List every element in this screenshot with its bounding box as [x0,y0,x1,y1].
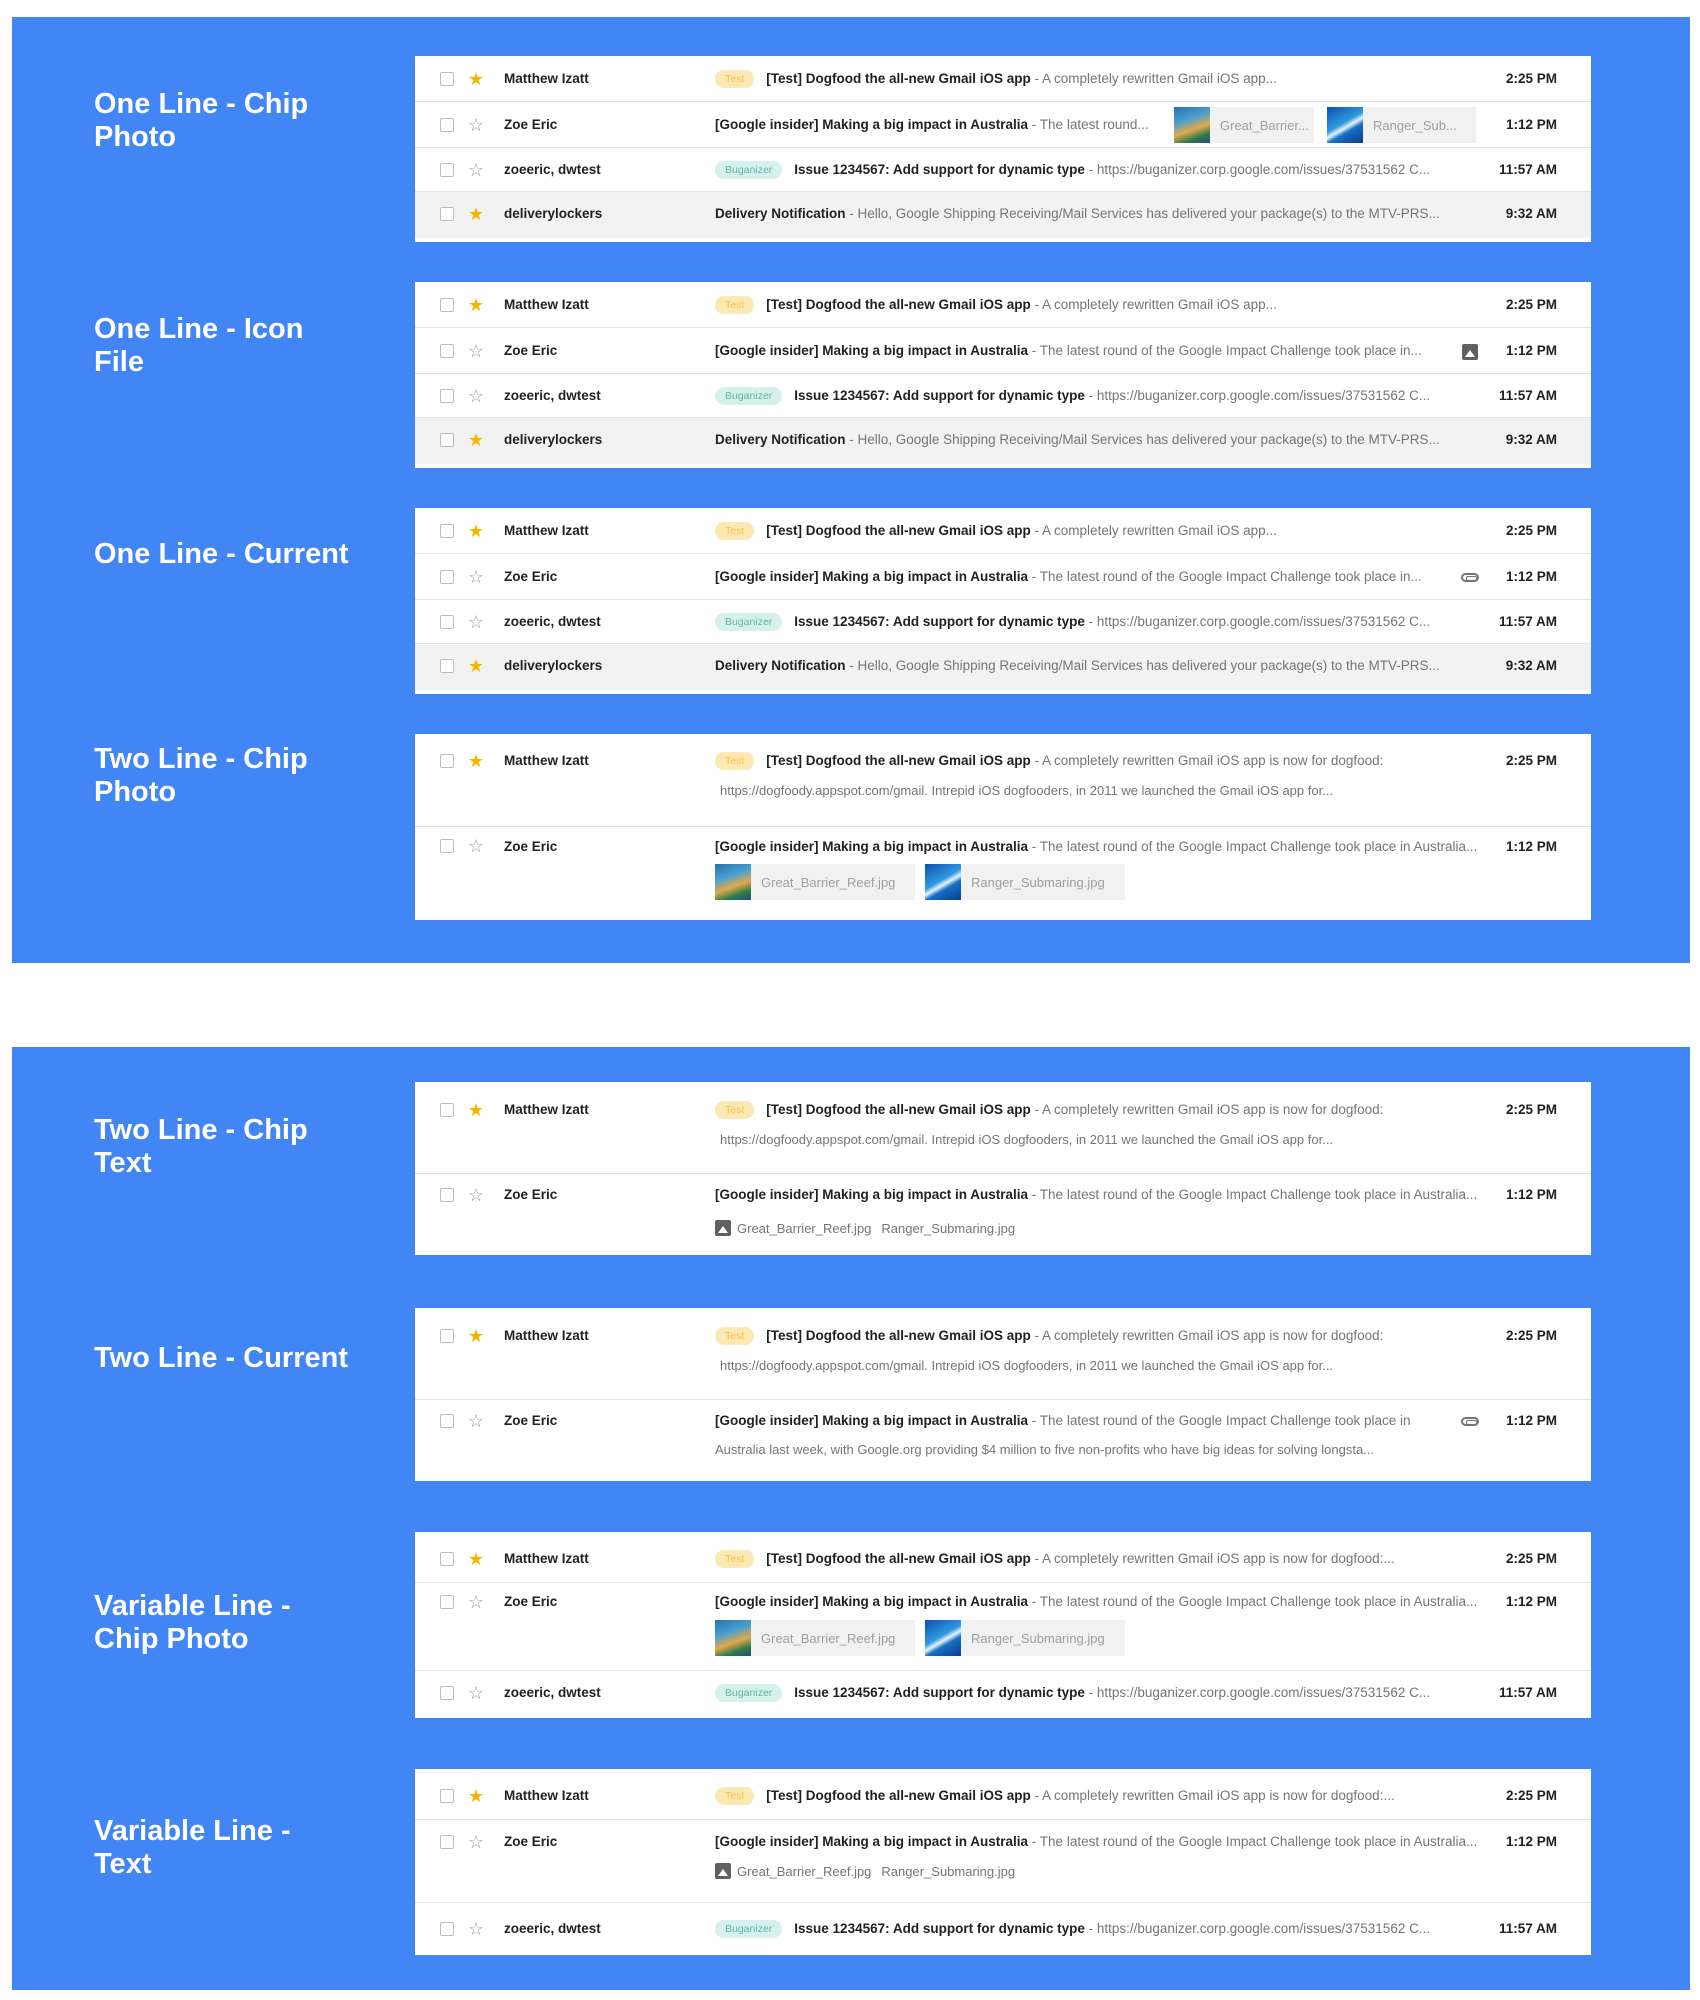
snippet-line-2: Australia last week, with Google.org providing $4 million to five non-profits who have big ideas for solving longsta... [715,1442,1375,1457]
subject: [Google insider] Making a big impact in Australia [715,343,1029,358]
snippet: - The latest round of the Google Impact Challenge took place in... [1028,343,1422,358]
sender: Zoe Eric [504,839,558,854]
email-row-zoe[interactable] [415,827,1591,920]
email-list [415,734,1591,920]
select-checkbox[interactable] [440,754,454,768]
email-row-matthew[interactable] [415,1082,1591,1174]
star-outline-icon[interactable]: ☆ [467,160,485,180]
label-chip-test[interactable]: Test [715,752,754,770]
sender: zoeeric, dwtest [504,614,601,629]
section-title: One Line - Current [94,538,349,570]
select-checkbox[interactable] [440,433,454,447]
label-chip-test[interactable]: Test [715,1101,754,1119]
time: 1:12 PM [1505,569,1557,584]
snippet: - The latest round of the Google Impact Challenge took place in Australia... [1028,1594,1478,1609]
email-row-zoe[interactable] [415,554,1591,600]
board-bottom [12,1047,1690,1990]
section-title: Two Line - Current [94,1342,349,1374]
select-checkbox[interactable] [440,389,454,403]
star-filled-icon[interactable]: ★ [467,1786,485,1806]
attachment-name: Great_Barrier_Reef.jpg [761,874,896,890]
subject-line [715,568,1435,586]
time: 1:12 PM [1505,1834,1557,1849]
attachment-chip-sub[interactable] [925,864,1125,900]
sender: deliverylockers [504,658,603,673]
select-checkbox[interactable] [440,1188,454,1202]
star-outline-icon[interactable]: ☆ [467,567,485,587]
star-outline-icon[interactable]: ☆ [467,341,485,361]
sender: Matthew Izatt [504,1328,589,1343]
sender: Zoe Eric [504,117,558,132]
snippet: - https://buganizer.corp.google.com/issues/37531562 C... [1084,388,1431,403]
subject-line [715,1186,1485,1204]
select-checkbox[interactable] [440,659,454,673]
email-row-matthew[interactable] [415,282,1591,328]
sender: Matthew Izatt [504,1788,589,1803]
section-title: Variable Line - Chip Photo [94,1590,291,1655]
attachment-file-reef[interactable]: Great_Barrier_Reef.jpg [737,1221,872,1236]
sender: Matthew Izatt [504,297,589,312]
select-checkbox[interactable] [440,1329,454,1343]
subject: [Test] Dogfood the all-new Gmail iOS app [766,1102,1031,1117]
time: 2:25 PM [1505,1788,1557,1803]
star-outline-icon[interactable]: ☆ [467,1832,485,1852]
time: 2:25 PM [1505,1551,1557,1566]
label-chip-test[interactable]: Test [715,296,754,314]
subject-line [715,1412,1435,1430]
snippet: - A completely rewritten Gmail iOS app is now for dogfood:... [1030,1551,1395,1566]
attachment-name: Great_Barrier_Reef.jpg [761,1630,896,1646]
subject-line [715,1593,1485,1611]
sender: Zoe Eric [504,1594,558,1609]
star-outline-icon[interactable]: ☆ [467,1919,485,1939]
subject: [Test] Dogfood the all-new Gmail iOS app [766,1328,1031,1343]
sender: Zoe Eric [504,1834,558,1849]
snippet: - The latest round of the Google Impact Challenge took place in Australia... [1028,1187,1478,1202]
select-checkbox[interactable] [440,163,454,177]
subject-line [715,342,1435,360]
sender: Zoe Eric [504,1413,558,1428]
subject: [Google insider] Making a big impact in Australia [715,1594,1029,1609]
select-checkbox[interactable] [440,1835,454,1849]
subject-line [715,1550,1485,1568]
select-checkbox[interactable] [440,1686,454,1700]
snippet: - A completely rewritten Gmail iOS app is now for dogfood: [1030,1102,1384,1117]
time: 2:25 PM [1505,1328,1557,1343]
star-filled-icon[interactable]: ★ [467,69,485,89]
email-row-matthew[interactable] [415,1308,1591,1400]
email-row-matthew[interactable] [415,508,1591,554]
time: 2:25 PM [1505,71,1557,86]
star-outline-icon[interactable]: ☆ [467,836,485,856]
select-checkbox[interactable] [440,118,454,132]
subject: Delivery Notification [715,206,846,221]
subject: Issue 1234567: Add support for dynamic type [794,1685,1085,1700]
subject: [Google insider] Making a big impact in Australia [715,569,1029,584]
select-checkbox[interactable] [440,72,454,86]
label-chip-buganizer[interactable]: Buganizer [715,387,782,405]
subject-line [715,1787,1485,1805]
time: 1:12 PM [1505,1413,1557,1428]
time: 11:57 AM [1498,162,1557,177]
snippet-line-2: https://dogfoody.appspot.com/gmail. Intrepid iOS dogfooders, in 2011 we launched the Gmail iOS app for... [720,1358,1334,1373]
email-row-delivery[interactable] [415,644,1591,690]
subject-line [715,1327,1485,1345]
sender: zoeeric, dwtest [504,162,601,177]
subject-line [715,387,1485,405]
attachment-chip-reef[interactable] [715,1620,915,1656]
subject: [Test] Dogfood the all-new Gmail iOS app [766,523,1031,538]
star-filled-icon[interactable]: ★ [467,521,485,541]
subject-line [715,657,1485,675]
sender: deliverylockers [504,206,603,221]
subject-line [715,613,1485,631]
snippet: - A completely rewritten Gmail iOS app... [1030,297,1277,312]
subject: [Google insider] Making a big impact in Australia [715,117,1029,132]
board-top [12,17,1690,963]
sender: Zoe Eric [504,1187,558,1202]
select-checkbox[interactable] [440,344,454,358]
subject: [Google insider] Making a big impact in Australia [715,839,1029,854]
sender: Matthew Izatt [504,523,589,538]
time: 1:12 PM [1505,839,1557,854]
email-row-zoeeric[interactable] [415,1671,1591,1718]
time: 1:12 PM [1505,1187,1557,1202]
attachment-name: Ranger_Submaring.jpg [971,874,1105,890]
sender: zoeeric, dwtest [504,1921,601,1936]
section-title: One Line - Chip Photo [94,88,309,153]
select-checkbox[interactable] [440,1552,454,1566]
subject: Issue 1234567: Add support for dynamic type [794,614,1085,629]
attachment-chip-sub[interactable] [1327,107,1476,143]
star-outline-icon[interactable]: ☆ [467,1683,485,1703]
sender: deliverylockers [504,432,603,447]
email-row-zoeeric[interactable] [415,1903,1591,1955]
star-outline-icon[interactable]: ☆ [467,115,485,135]
snippet: - Hello, Google Shipping Receiving/Mail Services has delivered your package(s) to the MTV-PRS... [845,658,1440,673]
subject: Issue 1234567: Add support for dynamic type [794,1921,1085,1936]
time: 9:32 AM [1505,658,1557,673]
email-row-zoe[interactable] [415,1820,1591,1903]
snippet-line-2: https://dogfoody.appspot.com/gmail. Intrepid iOS dogfooders, in 2011 we launched the Gmail iOS app for... [720,1132,1334,1147]
subject-line [715,1833,1485,1851]
star-filled-icon[interactable]: ★ [467,1326,485,1346]
subject-line [715,1684,1485,1702]
snippet: - https://buganizer.corp.google.com/issues/37531562 C... [1084,614,1431,629]
section-title: Variable Line - Text [94,1815,291,1880]
time: 11:57 AM [1498,1685,1557,1700]
sender: Zoe Eric [504,343,558,358]
star-filled-icon[interactable]: ★ [467,430,485,450]
email-row-matthew[interactable] [415,1769,1591,1820]
label-chip-test[interactable]: Test [715,1327,754,1345]
email-row-matthew[interactable] [415,56,1591,102]
select-checkbox[interactable] [440,1103,454,1117]
subject-line [715,70,1485,88]
snippet: - The latest round of the Google Impact Challenge took place in... [1028,569,1422,584]
submarine-thumbnail [1327,107,1363,143]
select-checkbox[interactable] [440,1414,454,1428]
snippet: - A completely rewritten Gmail iOS app... [1030,523,1277,538]
attachment-text-list [715,1863,1015,1881]
select-checkbox[interactable] [440,298,454,312]
subject: [Google insider] Making a big impact in Australia [715,1413,1029,1428]
label-chip-test[interactable]: Test [715,70,754,88]
subject-line [715,838,1485,856]
subject: Delivery Notification [715,658,846,673]
attachment-file-sub[interactable]: Ranger_Submaring.jpg [881,1221,1016,1236]
email-row-zoeeric[interactable] [415,374,1591,418]
subject-line [715,752,1485,770]
subject: [Test] Dogfood the all-new Gmail iOS app [766,753,1031,768]
label-chip-buganizer[interactable]: Buganizer [715,613,782,631]
email-row-zoeeric[interactable] [415,600,1591,644]
email-list [415,1308,1591,1481]
time: 2:25 PM [1505,523,1557,538]
select-checkbox[interactable] [440,207,454,221]
email-row-delivery[interactable] [415,192,1591,238]
email-row-zoe[interactable] [415,1174,1591,1255]
label-chip-test[interactable]: Test [715,522,754,540]
email-list [415,282,1591,468]
reef-thumbnail [1174,107,1210,143]
attachment-text-list [715,1220,1015,1238]
snippet: - The latest round... [1028,117,1149,132]
email-row-matthew[interactable] [415,734,1591,827]
star-outline-icon[interactable]: ☆ [467,1185,485,1205]
submarine-thumbnail [925,1620,961,1656]
subject: Issue 1234567: Add support for dynamic type [794,388,1085,403]
image-file-icon [715,1863,731,1879]
reef-thumbnail [715,1620,751,1656]
email-row-zoeeric[interactable] [415,148,1591,192]
subject-line [715,522,1485,540]
email-row-zoe[interactable] [415,1583,1591,1671]
star-filled-icon[interactable]: ★ [467,295,485,315]
sender: Matthew Izatt [504,71,589,86]
submarine-thumbnail [925,864,961,900]
star-filled-icon[interactable]: ★ [467,656,485,676]
star-outline-icon[interactable]: ☆ [467,386,485,406]
star-filled-icon[interactable]: ★ [467,204,485,224]
star-filled-icon[interactable]: ★ [467,1549,485,1569]
attachment-chip-reef[interactable] [1174,107,1314,143]
time: 1:12 PM [1505,1594,1557,1609]
subject-line [715,161,1485,179]
attachment-file-sub[interactable]: Ranger_Submaring.jpg [881,1864,1016,1879]
subject-line [715,431,1485,449]
time: 11:57 AM [1498,388,1557,403]
time: 2:25 PM [1505,753,1557,768]
time: 9:32 AM [1505,206,1557,221]
email-list [415,1532,1591,1718]
label-chip-buganizer[interactable]: Buganizer [715,161,782,179]
sender: Matthew Izatt [504,1551,589,1566]
subject: Issue 1234567: Add support for dynamic type [794,162,1085,177]
select-checkbox[interactable] [440,615,454,629]
subject: [Test] Dogfood the all-new Gmail iOS app [766,1788,1031,1803]
section-title: One Line - Icon File [94,313,304,378]
email-list [415,1082,1591,1255]
snippet: - A completely rewritten Gmail iOS app is now for dogfood:... [1030,1788,1395,1803]
star-outline-icon[interactable]: ☆ [467,612,485,632]
attachment-file-reef[interactable]: Great_Barrier_Reef.jpg [737,1864,872,1879]
select-checkbox[interactable] [440,1789,454,1803]
attachment-chip-sub[interactable] [925,1620,1125,1656]
email-row-delivery[interactable] [415,418,1591,464]
subject: [Google insider] Making a big impact in Australia [715,1187,1029,1202]
label-chip-buganizer[interactable]: Buganizer [715,1920,782,1938]
email-list [415,508,1591,694]
subject-line [715,116,1155,134]
subject: [Test] Dogfood the all-new Gmail iOS app [766,71,1031,86]
section-title: Two Line - Chip Photo [94,743,308,808]
star-outline-icon[interactable]: ☆ [467,1411,485,1431]
time: 11:57 AM [1498,614,1557,629]
star-filled-icon[interactable]: ★ [467,751,485,771]
snippet: - https://buganizer.corp.google.com/issues/37531562 C... [1084,162,1431,177]
snippet: - A completely rewritten Gmail iOS app... [1030,71,1277,86]
subject-line [715,205,1485,223]
select-checkbox[interactable] [440,570,454,584]
image-file-icon [715,1220,731,1236]
snippet: - The latest round of the Google Impact Challenge took place in [1028,1413,1411,1428]
snippet: - Hello, Google Shipping Receiving/Mail Services has delivered your package(s) to the MTV-PRS... [845,206,1440,221]
subject-line [715,296,1485,314]
sender: zoeeric, dwtest [504,1685,601,1700]
subject-line [715,1101,1485,1119]
time: 1:12 PM [1505,343,1557,358]
attachment-name: Ranger_Sub... [1373,117,1457,133]
email-row-zoe[interactable] [415,328,1591,374]
select-checkbox[interactable] [440,524,454,538]
time: 1:12 PM [1505,117,1557,132]
reef-thumbnail [715,864,751,900]
sender: Matthew Izatt [504,1102,589,1117]
sender: Matthew Izatt [504,753,589,768]
sender: zoeeric, dwtest [504,388,601,403]
snippet: - The latest round of the Google Impact Challenge took place in Australia... [1028,839,1478,854]
time: 9:32 AM [1505,432,1557,447]
snippet: - The latest round of the Google Impact Challenge took place in Australia... [1028,1834,1478,1849]
select-checkbox[interactable] [440,1922,454,1936]
star-outline-icon[interactable]: ☆ [467,1592,485,1612]
label-chip-test[interactable]: Test [715,1550,754,1568]
time: 2:25 PM [1505,297,1557,312]
attachment-name: Ranger_Submaring.jpg [971,1630,1105,1646]
subject: Delivery Notification [715,432,846,447]
snippet: - A completely rewritten Gmail iOS app is now for dogfood: [1030,1328,1384,1343]
snippet: - A completely rewritten Gmail iOS app is now for dogfood: [1030,753,1384,768]
snippet-line-2: https://dogfoody.appspot.com/gmail. Intrepid iOS dogfooders, in 2011 we launched the Gmail iOS app for... [720,783,1334,798]
time: 2:25 PM [1505,1102,1557,1117]
label-chip-test[interactable]: Test [715,1787,754,1805]
sender: Zoe Eric [504,569,558,584]
snippet: - https://buganizer.corp.google.com/issues/37531562 C... [1084,1685,1431,1700]
star-filled-icon[interactable]: ★ [467,1100,485,1120]
email-row-zoe[interactable] [415,102,1591,148]
email-list [415,1769,1591,1955]
select-checkbox[interactable] [440,839,454,853]
email-row-matthew[interactable] [415,1532,1591,1583]
attachment-name: Great_Barrier... [1220,117,1309,133]
subject: [Test] Dogfood the all-new Gmail iOS app [766,1551,1031,1566]
time: 11:57 AM [1498,1921,1557,1936]
subject: [Google insider] Making a big impact in Australia [715,1834,1029,1849]
attachment-chip-reef[interactable] [715,864,915,900]
email-row-zoe[interactable] [415,1400,1591,1481]
label-chip-buganizer[interactable]: Buganizer [715,1684,782,1702]
snippet: - Hello, Google Shipping Receiving/Mail Services has delivered your package(s) to the MTV-PRS... [845,432,1440,447]
snippet: - https://buganizer.corp.google.com/issues/37531562 C... [1084,1921,1431,1936]
email-list [415,56,1591,242]
section-title: Two Line - Chip Text [94,1114,308,1179]
subject-line [715,1920,1485,1938]
select-checkbox[interactable] [440,1595,454,1609]
subject: [Test] Dogfood the all-new Gmail iOS app [766,297,1031,312]
